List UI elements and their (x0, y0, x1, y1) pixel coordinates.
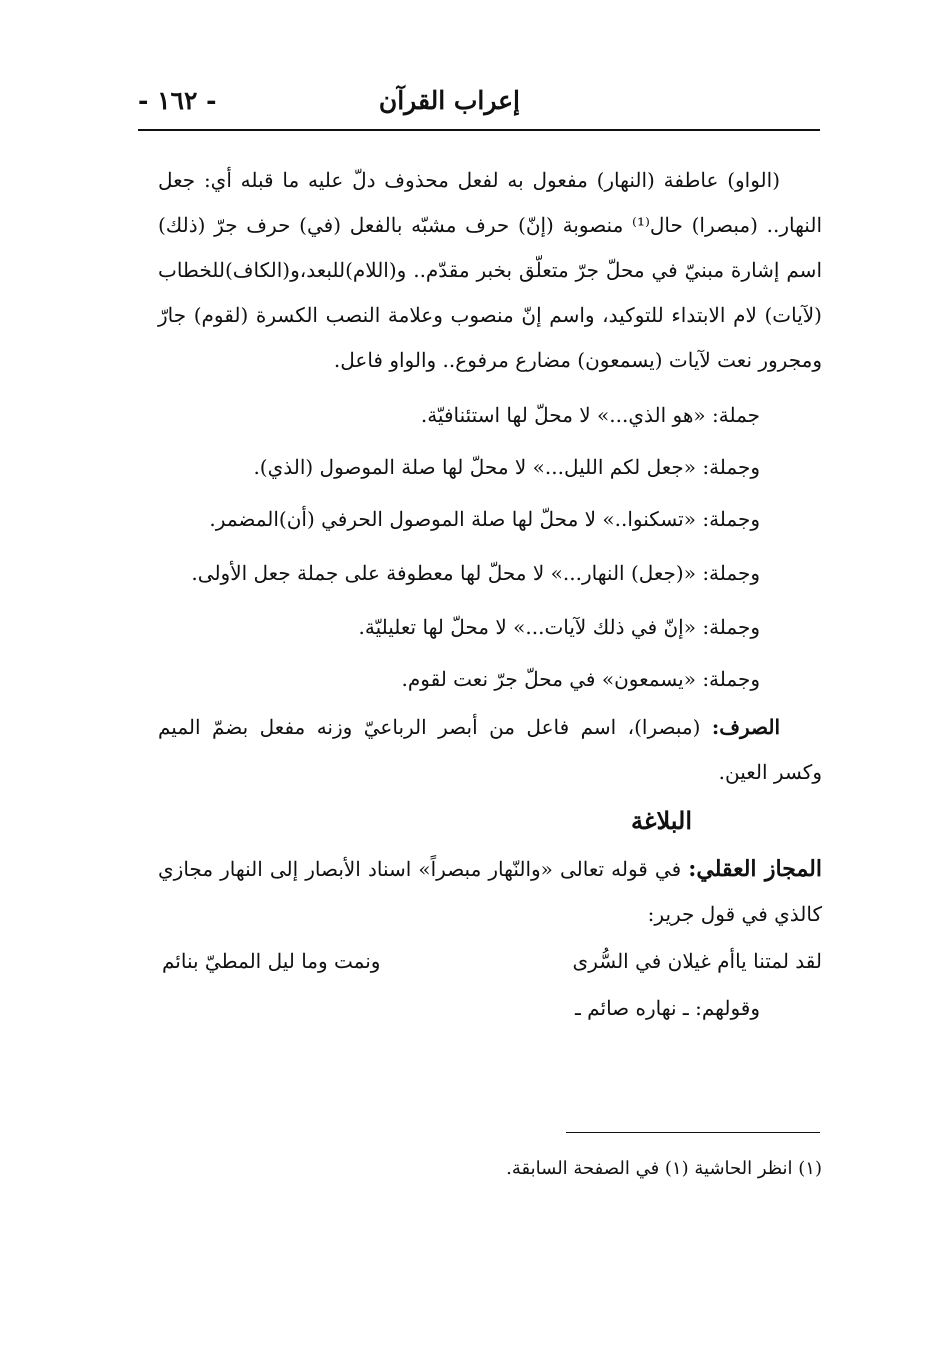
sentence-analysis-item: وجملة: «إنّ في ذلك لآيات...» لا محلّ لها تعليليّة. (358, 615, 760, 639)
poetry-verse (158, 937, 822, 985)
sentence-analysis-item: وجملة: «تسكنوا..» لا محلّ لها صلة الموصول الحرفي (أن)المضمر. (209, 507, 760, 531)
sarf-label: الصرف: (711, 715, 781, 739)
verse-second-hemistich: ونمت وما ليل المطيّ بنائم (162, 949, 381, 973)
sarf-text: (مبصرا)، اسم فاعل من أبصر الرباعيّ وزنه مفعل بضمّ الميم وكسر العين. (158, 715, 822, 784)
page-header (138, 80, 820, 126)
footnote-rule (566, 1132, 820, 1133)
majaz-paragraph (158, 847, 822, 937)
footnote: (١) انظر الحاشية (١) في الصفحة السابقة. (506, 1158, 822, 1179)
irab-paragraph: (الواو) عاطفة (النهار) مفعول به لفعل محذوف دلّ عليه ما قبله أي: جعل النهار.. (مبصرا) حال⁽¹⁾ منصوبة (إنّ) حرف مشبّه بالفعل (في) حرف جرّ (ذلك) اسم إشارة مبنيّ في محلّ جرّ متعلّق بخبر مقدّم.. و(اللام)للبعد،و(الكاف)للخطاب (لآيات) لام الابتداء للتوكيد، واسم إنّ منصوب وعلامة النصب الكسرة (لقوم) جارّ ومجرور نعت لآيات (يسمعون) مضارع مرفوع.. والواو فاعل. (158, 168, 822, 372)
majaz-text: في قوله تعالى «والنّهار مبصراً» اسناد الأبصار إلى النهار مجازي كالذي في قول جرير: (158, 857, 822, 926)
header-rule (138, 129, 820, 131)
verse-first-hemistich: لقد لمتنا ياأم غيلان في السُّرى (572, 949, 822, 973)
majaz-label: المجاز العقلي: (688, 856, 822, 882)
sentence-analysis-item: جملة: «هو الذي...» لا محلّ لها استئنافيّة. (420, 403, 760, 427)
sentence-analysis-item: وجملة: «جعل لكم الليل...» لا محلّ لها صلة الموصول (الذي). (253, 455, 760, 479)
quote-line: وقولهم: ـ نهاره صائم ـ (574, 996, 760, 1020)
running-title: إعراب القرآن (378, 86, 520, 115)
sentence-analysis-item: وجملة: «يسمعون» في محلّ جرّ نعت لقوم. (401, 667, 760, 691)
page-number: - ١٦٢ - (138, 86, 217, 115)
sentence-analysis-item: وجملة: «(جعل) النهار...» لا محلّ لها معطوفة على جملة جعل الأولى. (191, 561, 760, 585)
sarf-paragraph (158, 705, 822, 795)
balagha-heading: البلاغة (631, 806, 692, 835)
main-text (158, 158, 822, 1031)
sentence-analysis-list (158, 389, 822, 705)
